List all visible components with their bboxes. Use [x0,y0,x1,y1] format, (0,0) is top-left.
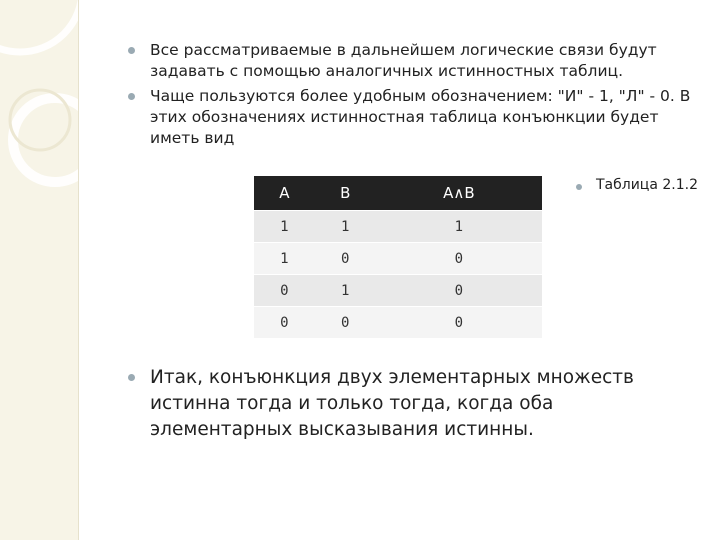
bullet-item [128,40,703,82]
bullet-text: Чаще пользуются более удобным обозначением: "И" - 1, "Л" - 0. В этих обозначениях истинностная таблица конъюнкции будет иметь вид [150,87,691,147]
table-cell: 0 [315,243,376,275]
decorative-circles [0,0,78,540]
column-header-b: B [315,176,376,211]
conclusion-bullets [128,365,688,447]
table-cell: 0 [315,307,376,339]
table-cell: 1 [254,243,315,275]
bullet-item [128,365,688,443]
table-cell: 0 [376,307,542,339]
decorative-sidebar [0,0,79,540]
table-row [254,211,542,243]
table-cell: 1 [315,275,376,307]
bullet-icon [128,47,135,54]
table-row [254,275,542,307]
table-caption [576,177,698,193]
bullet-item [128,86,703,149]
table-cell: 1 [376,211,542,243]
conclusion-text: Итак, конъюнкция двух элементарных множеств истинна тогда и только тогда, когда оба элементарных высказывания истинны. [150,367,634,440]
table-row [254,307,542,339]
table-cell: 0 [254,307,315,339]
bullet-icon [128,93,135,100]
table-header-row [254,176,542,211]
table-cell: 0 [254,275,315,307]
bullet-text: Все рассматриваемые в дальнейшем логические связи будут задавать с помощью аналогичных истинностных таблиц. [150,41,657,80]
table-row [254,243,542,275]
bullet-icon [128,374,135,381]
column-header-a-and-b: A∧B [376,176,542,211]
truth-table [254,176,542,338]
table-cell: 1 [254,211,315,243]
table-cell: 0 [376,243,542,275]
column-header-a: A [254,176,315,211]
caption-text: Таблица 2.1.2 [596,177,698,193]
bullet-icon [576,184,582,190]
intro-bullets [128,40,703,153]
table-cell: 1 [315,211,376,243]
table-cell: 0 [376,275,542,307]
